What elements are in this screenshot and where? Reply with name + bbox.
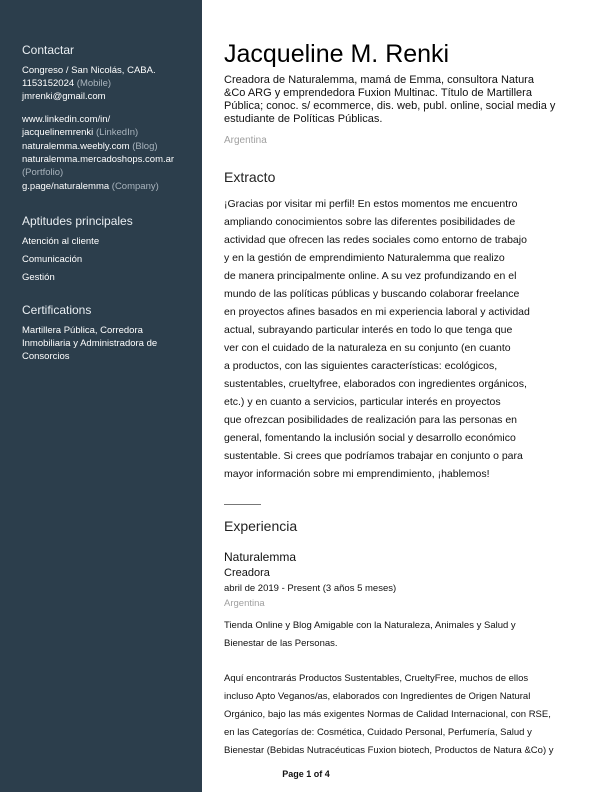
- sidebar: [0, 0, 202, 792]
- summary-heading: Extracto: [224, 169, 276, 185]
- summary-line: mundo de las políticas públicas y buscando colaborar freelance: [224, 288, 520, 300]
- job-description-line: Aquí encontrarás Productos Sustentables, CrueltyFree, muchos de ellos: [224, 673, 529, 684]
- job-title: Creadora: [224, 567, 270, 579]
- link-company-url[interactable]: g.page/naturalemma: [22, 181, 110, 192]
- summary-text: [224, 195, 594, 483]
- summary-line: ampliando conocimientos sobre las diferentes posibilidades de: [224, 216, 516, 228]
- summary-line: sustentable. Si crees que podríamos trabajar en conjunto o para: [224, 450, 523, 462]
- job-description-line: Bienestar de las Personas.: [224, 638, 338, 649]
- summary-line: actividad que ofrecen las redes sociales como entorno de trabajo: [224, 234, 527, 246]
- job-dates: abril de 2019 - Present (3 años 5 meses): [224, 583, 397, 594]
- skill-item: Atención al cliente: [22, 236, 100, 247]
- summary-line: general, fomentando la inclusión social y desarrollo económico: [224, 432, 516, 444]
- link-linkedin-handle[interactable]: jacquelinemrenki: [22, 127, 94, 138]
- summary-line: actual, subrayando particular interés en todo lo que tenga que: [224, 324, 513, 336]
- summary-line: que ofrezcan posibilidades de realización para las personas en: [224, 414, 518, 426]
- headline-line: Creadora de Naturalemma, mamá de Emma, consultora Natura: [224, 74, 534, 86]
- section-divider: [224, 504, 261, 505]
- job-description-line: Orgánico, bajo las más exigentes Normas de Calidad Internacional, con RSE,: [224, 709, 551, 720]
- contact-heading: Contactar: [22, 43, 75, 57]
- link-blog[interactable]: [22, 140, 158, 153]
- job-description-intro: [224, 617, 594, 653]
- summary-line: ¡Gracias por visitar mi perfil! En estos momentos me encuentro: [224, 198, 518, 210]
- link-linkedin-prefix[interactable]: www.linkedin.com/in/: [22, 114, 111, 125]
- contact-phone: 1153152024: [22, 78, 75, 89]
- experience-heading: Experiencia: [224, 518, 298, 534]
- link-blog-label: (Blog): [132, 141, 158, 152]
- summary-line: a productos, con las siguientes características: ecológicos,: [224, 360, 498, 372]
- contact-address: Congreso / San Nicolás, CABA.: [22, 65, 156, 76]
- certification-line: Inmobiliaria y Administradora de: [22, 338, 158, 349]
- certification-line: Martillera Pública, Corredora: [22, 325, 143, 336]
- summary-line: en proyectos afines basados en mi experiencia laboral y actividad: [224, 306, 530, 318]
- page-number: Page 1 of 4: [282, 769, 330, 779]
- link-blog-url[interactable]: naturalemma.weebly.com: [22, 141, 130, 152]
- job-description-line: Tienda Online y Blog Amigable con la Naturaleza, Animales y Salud y: [224, 620, 516, 631]
- headline-line: estudiante de Políticas Públicas.: [224, 113, 383, 125]
- job-description-line: Bienestar (Bebidas Nutracéuticas Fuxion biotech, Productos de Natura &Co) y: [224, 745, 554, 756]
- contact-phone-line: [22, 77, 111, 90]
- link-linkedin-label: (LinkedIn): [95, 127, 139, 138]
- link-portfolio-url[interactable]: naturalemma.mercadoshops.com.ar: [22, 154, 175, 165]
- job-description-line: incluso Apto Veganos/as, elaborados con Ingredientes de Origen Natural: [224, 691, 531, 702]
- summary-line: ver con el cuidado de la naturaleza en su conjunto (en cuanto: [224, 342, 511, 354]
- job-description-line: en las Categorías de: Cosmética, Cuidado Personal, Perfumería, Salud y: [224, 727, 532, 738]
- headline-line: &Co ARG y emprendedora Fuxion Multinac. Título de Martillera: [224, 87, 532, 99]
- summary-line: y en la gestión de emprendimiento Naturalemma que realizo: [224, 252, 505, 264]
- certification-line: Consorcios: [22, 351, 70, 362]
- skill-item: Gestión: [22, 272, 55, 283]
- profile-headline: [224, 74, 594, 126]
- skill-item: Comunicación: [22, 254, 83, 265]
- profile-name: Jacqueline M. Renki: [224, 40, 450, 68]
- job-company: Naturalemma: [224, 550, 297, 564]
- summary-line: mayor información sobre mi emprendimiento, ¡hablemos!: [224, 468, 490, 480]
- skills-heading: Aptitudes principales: [22, 214, 133, 228]
- certifications-heading: Certifications: [22, 303, 92, 317]
- summary-line: etc.) y en cuanto a servicios, particular interés en proyectos: [224, 396, 501, 408]
- page-footer: [0, 769, 612, 779]
- summary-line: sustentables, crueltyfree, elaborados con ingredientes orgánicos,: [224, 378, 527, 390]
- link-company-label: (Company): [111, 181, 159, 192]
- link-company[interactable]: [22, 180, 159, 193]
- profile-location: Argentina: [224, 135, 267, 146]
- job-description-body: [224, 670, 594, 760]
- link-linkedin[interactable]: [22, 126, 138, 139]
- summary-line: de manera principalmente online. A su vez profundizando en el: [224, 270, 517, 282]
- headline-line: Pública; conoc. s/ ecommerce, dis. web, publ. online, social media y: [224, 100, 556, 112]
- job-location: Argentina: [224, 598, 265, 609]
- contact-phone-type: (Mobile): [76, 78, 112, 89]
- contact-email[interactable]: jmrenki@gmail.com: [22, 91, 106, 102]
- link-portfolio-label: (Portfolio): [22, 167, 64, 178]
